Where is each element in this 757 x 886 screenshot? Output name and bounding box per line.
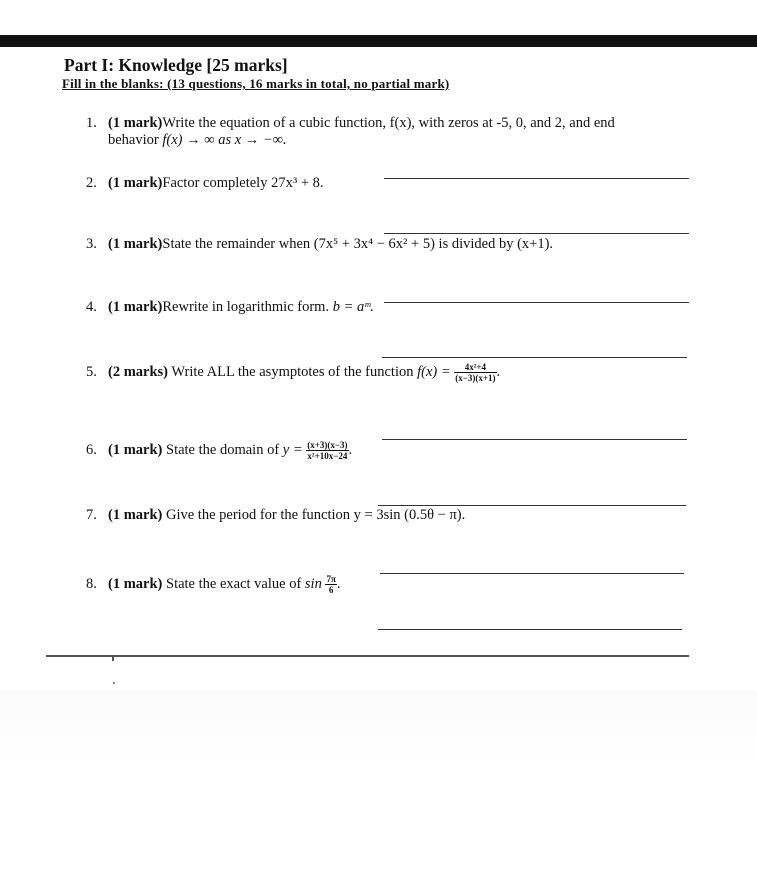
question-text: State the exact value of (162, 575, 305, 592)
question-marks: (1 mark) (108, 507, 163, 523)
function-fraction (306, 440, 348, 461)
question-marks: (1 mark) (108, 175, 163, 191)
question-text: State the remainder when (162, 236, 314, 252)
fraction-denominator: x²+10x−24 (307, 451, 348, 461)
question-math: b = aᵐ. (332, 299, 374, 315)
question-number: 7. (86, 507, 97, 523)
question-marks: (2 marks) (108, 363, 169, 380)
answer-line-1[interactable] (384, 178, 689, 179)
fraction-numerator: (x+3)(x−3) (307, 440, 348, 450)
question-math: y = 3sin (0.5θ − π). (353, 507, 466, 523)
question-text: Rewrite in logarithmic form. (162, 299, 333, 315)
question-number: 4. (86, 299, 97, 315)
question-1 (86, 115, 615, 149)
question-number: 2. (86, 175, 97, 191)
answer-line-4[interactable] (382, 357, 687, 358)
question-marks: (1 mark) (108, 115, 163, 131)
question-math: y = (282, 441, 307, 458)
question-number: 5. (86, 363, 97, 380)
question-text: Factor completely (162, 175, 272, 191)
question-text: Write ALL the asymptotes of the function (168, 363, 418, 380)
question-3 (86, 236, 553, 253)
answer-line-5[interactable] (382, 439, 687, 440)
question-text: State the domain of (162, 441, 283, 458)
section-instructions: Fill in the blanks: (13 questions, 16 marks in total, no partial mark) (62, 76, 450, 91)
question-text-continued: behavior (108, 132, 163, 148)
question-8 (86, 574, 341, 595)
question-7 (86, 507, 465, 524)
question-number: 8. (86, 575, 97, 592)
question-6 (86, 440, 352, 461)
question-math: f(x) → ∞ as x → −∞. (162, 132, 287, 148)
question-5 (86, 362, 500, 383)
question-period: . (496, 363, 501, 380)
stray-mark (113, 682, 115, 684)
question-number: 3. (86, 236, 97, 252)
answer-line-3[interactable] (384, 302, 689, 303)
answer-line-6[interactable] (378, 505, 686, 506)
answer-line-2[interactable] (384, 233, 689, 234)
divider-tick-mark (112, 656, 114, 661)
question-marks: (1 mark) (108, 299, 163, 315)
fraction-numerator: 4x²+4 (454, 362, 496, 373)
top-black-bar (0, 35, 757, 47)
question-4 (86, 299, 374, 316)
answer-line-8[interactable] (378, 629, 682, 630)
question-math: sin (304, 575, 326, 592)
question-2 (86, 175, 324, 192)
question-text-continued: is divided by (x+1). (434, 236, 554, 252)
fraction-denominator: 6 (328, 585, 334, 595)
question-math: (7x⁵ + 3x⁴ − 6x² + 5) (313, 236, 435, 252)
question-number: 1. (86, 115, 97, 131)
question-math: f(x) = (417, 363, 455, 380)
function-fraction (454, 362, 496, 383)
question-period: . (336, 575, 341, 592)
fraction-numerator: 7π (326, 574, 336, 584)
question-number: 6. (86, 441, 97, 458)
question-math: 27x³ + 8. (271, 175, 324, 191)
question-text: Write the equation of a cubic function, f(x), with zeros at -5, 0, and 2, and end (162, 115, 615, 131)
angle-fraction (325, 574, 336, 595)
part-title: Part I: Knowledge [25 marks] (64, 55, 288, 75)
fraction-denominator: (x−3)(x+1) (455, 373, 496, 383)
question-marks: (1 mark) (108, 236, 163, 252)
question-period: . (348, 441, 353, 458)
question-marks: (1 mark) (108, 575, 163, 592)
section-divider (46, 655, 689, 657)
question-marks: (1 mark) (108, 441, 163, 458)
page-shadow (0, 690, 757, 770)
question-text: Give the period for the function (162, 507, 354, 523)
answer-line-7[interactable] (380, 573, 684, 574)
